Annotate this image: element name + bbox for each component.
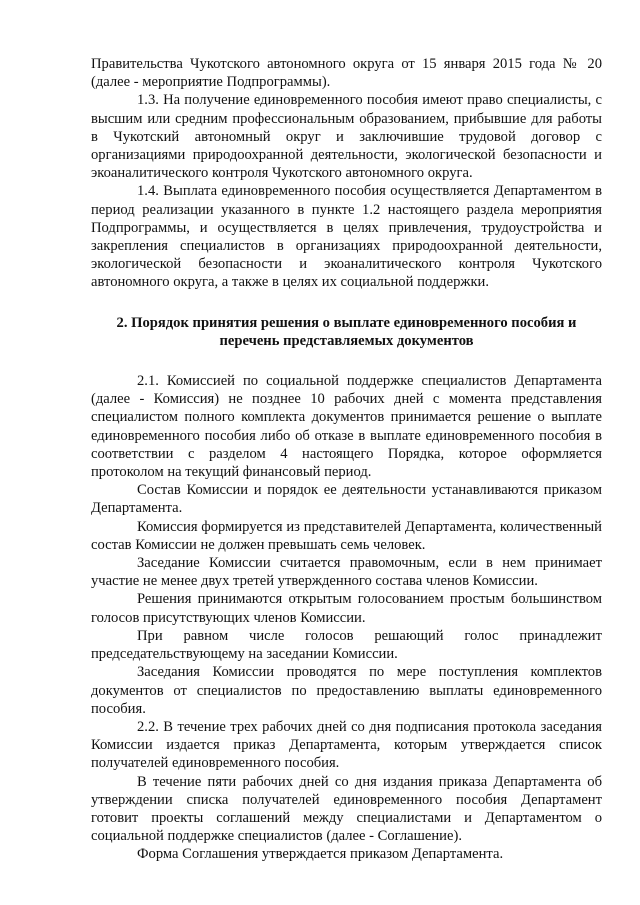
paragraph-2-1: 2.1. Комиссией по социальной поддержке специалистов Департамента (далее - Комиссия) не позднее 10 рабочих дней с момента представления специалистом полного комплекта документов принимается решение о выплате единовременного пособия либо об отказе в выплате единовременного пособия в соответствии с разделом 4 настоящего Порядка, которое оформляется протоколом на текущий финансовый период. (91, 373, 602, 481)
paragraph-commission-composition: Состав Комиссии и порядок ее деятельности устанавливаются приказом Департамента. (91, 482, 602, 517)
paragraph-agreements: В течение пяти рабочих дней со дня издания приказа Департамента об утверждении списка получателей единовременного пособия Департамент готовит проекты соглашений между специалистами и Департаментом о социальной поддержке специалистов (далее - Соглашение). (91, 773, 602, 845)
paragraph-casting-vote: При равном числе голосов решающий голос принадлежит председательствующему на заседании Комиссии. (91, 627, 602, 663)
paragraph-1-3: 1.3. На получение единовременного пособия имеют право специалисты, с высшим или средним профессиональным образованием, прибывшие для работы в Чукотский автономный округ и заключившие трудовой договор с организациями природоохранной деятельности, экологической безопасности и экоаналитического контроля Чукотского автономного округа. (91, 92, 602, 182)
paragraph-1-4: 1.4. Выплата единовременного пособия осуществляется Департаментом в период реализации указанного в пункте 1.2 настоящего раздела мероприятия Подпрограммы, и осуществляется в целях привлечения, трудоустройства и закрепления специалистов в организациях природоохранной деятельности, экологической безопасности и экоаналитического контроля Чукотского автономного округа, а также в целях их социальной поддержки. (91, 183, 602, 291)
section-2-heading: 2. Порядок принятия решения о выплате единовременного пособия и перечень представляемых документов (116, 314, 577, 349)
paragraph-meetings: Заседания Комиссии проводятся по мере поступления комплектов документов от специалистов по предоставлению выплаты единовременного пособия. (91, 664, 602, 717)
paragraph-commission-formation: Комиссия формируется из представителей Департамента, количественный состав Комиссии не должен превышать семь человек. (91, 518, 602, 553)
paragraph-quorum: Заседание Комиссии считается правомочным, если в нем принимает участие не менее двух третей утвержденного состава членов Комиссии. (91, 555, 602, 590)
paragraph-agreement-form: Форма Соглашения утверждается приказом Департамента. (137, 846, 504, 863)
paragraph-decisions: Решения принимаются открытым голосованием простым большинством голосов присутствующих членов Комиссии. (91, 591, 602, 626)
paragraph-2-2: 2.2. В течение трех рабочих дней со дня подписания протокола заседания Комиссии издается приказ Департамента, которым утверждается список получателей единовременного пособия. (91, 718, 602, 772)
paragraph-continuation: Правительства Чукотского автономного округа от 15 января 2015 года № 20 (далее - мероприятие Подпрограммы). (91, 56, 602, 91)
